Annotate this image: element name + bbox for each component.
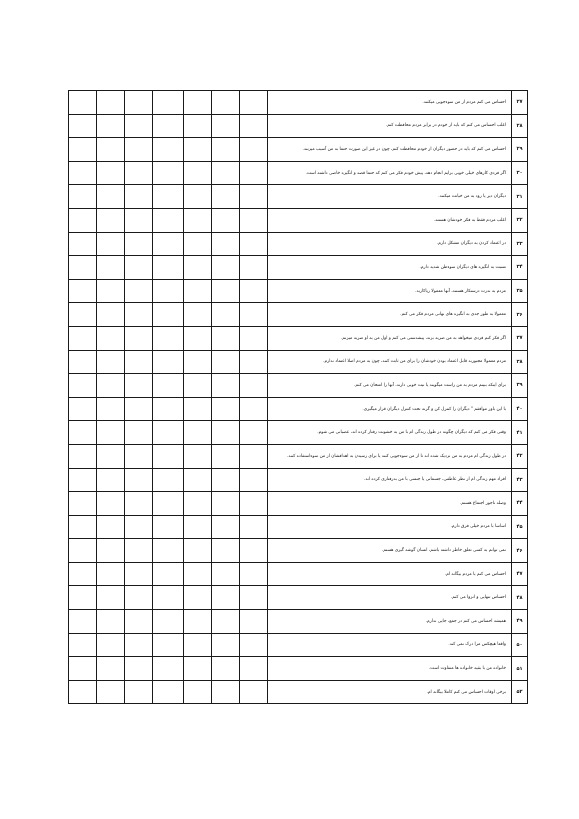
answer-cell[interactable] xyxy=(240,492,268,516)
answer-cell[interactable] xyxy=(153,421,184,445)
answer-cell[interactable] xyxy=(69,303,97,327)
answer-cell[interactable] xyxy=(153,138,184,162)
answer-cell[interactable] xyxy=(212,161,240,185)
answer-cell[interactable] xyxy=(69,610,97,634)
answer-cell[interactable] xyxy=(153,610,184,634)
answer-cell[interactable] xyxy=(97,562,125,586)
answer-cell[interactable] xyxy=(97,279,125,303)
answer-cell[interactable] xyxy=(212,91,240,115)
item-text: اغلب احساس می کنم که باید از خودم در برابر مردم محافظت کنم. xyxy=(268,114,512,138)
answer-cell[interactable] xyxy=(69,185,97,209)
answer-cell[interactable] xyxy=(212,397,240,421)
answer-cell[interactable] xyxy=(153,208,184,232)
item-text: خانواده من با بقیه خانواده ها متفاوت است. xyxy=(268,657,512,681)
answer-cell[interactable] xyxy=(240,539,268,563)
answer-cell[interactable] xyxy=(97,515,125,539)
answer-cell[interactable] xyxy=(153,303,184,327)
answer-cell[interactable] xyxy=(184,539,212,563)
answer-cell[interactable] xyxy=(97,586,125,610)
answer-cell[interactable] xyxy=(184,350,212,374)
answer-cell[interactable] xyxy=(125,185,153,209)
answer-cell[interactable] xyxy=(240,397,268,421)
answer-cell[interactable] xyxy=(125,468,153,492)
item-text: نسبت به انگیزه های دیگران سوءظن شدید دارم. xyxy=(268,256,512,280)
table-row xyxy=(69,610,528,634)
answer-cell[interactable] xyxy=(125,421,153,445)
answer-cell[interactable] xyxy=(184,326,212,350)
answer-cell[interactable] xyxy=(69,444,97,468)
answer-cell[interactable] xyxy=(97,303,125,327)
answer-cell[interactable] xyxy=(69,232,97,256)
answer-cell[interactable] xyxy=(212,444,240,468)
answer-cell[interactable] xyxy=(212,633,240,657)
item-text: مردم معمولا مجبورند قابل اعتماد بودن خودشان را برای من ثابت کنند، چون به مردم اصلا اعتماد ندارم. xyxy=(268,350,512,374)
answer-cell[interactable] xyxy=(125,586,153,610)
table-row xyxy=(69,633,528,657)
answer-cell[interactable] xyxy=(69,468,97,492)
answer-cell[interactable] xyxy=(125,657,153,681)
item-text: احساس تنهایی و انزوا می کنم. xyxy=(268,586,512,610)
answer-cell[interactable] xyxy=(240,374,268,398)
item-number: ۳۲ xyxy=(512,208,528,232)
answer-cell[interactable] xyxy=(184,279,212,303)
item-text: با این باور موافقم " دیگران را کنترل کن و گرنه تحت کنترل دیگران قرار میگیری. xyxy=(268,397,512,421)
answer-cell[interactable] xyxy=(212,492,240,516)
table-row xyxy=(69,232,528,256)
table-row xyxy=(69,91,528,115)
answer-cell[interactable] xyxy=(212,232,240,256)
answer-cell[interactable] xyxy=(184,657,212,681)
answer-cell[interactable] xyxy=(153,680,184,704)
answer-cell[interactable] xyxy=(97,421,125,445)
answer-cell[interactable] xyxy=(97,91,125,115)
answer-cell[interactable] xyxy=(69,492,97,516)
answer-cell[interactable] xyxy=(240,633,268,657)
answer-cell[interactable] xyxy=(69,539,97,563)
answer-cell[interactable] xyxy=(97,161,125,185)
answer-cell[interactable] xyxy=(69,256,97,280)
table-row xyxy=(69,468,528,492)
item-number: ۲۹ xyxy=(512,138,528,162)
answer-cell[interactable] xyxy=(125,232,153,256)
answer-cell[interactable] xyxy=(97,208,125,232)
answer-cell[interactable] xyxy=(125,492,153,516)
answer-cell[interactable] xyxy=(97,539,125,563)
answer-cell[interactable] xyxy=(184,680,212,704)
answer-cell[interactable] xyxy=(125,610,153,634)
answer-cell[interactable] xyxy=(153,492,184,516)
answer-cell[interactable] xyxy=(125,279,153,303)
table-row xyxy=(69,326,528,350)
item-text: اگر فردی کارهای خیلی خوبی برایم انجام دهد، پیش خودم فکر می کنم که حتما قصد و انگیزه خاصی داشته است. xyxy=(268,161,512,185)
item-number: ۴۳ xyxy=(512,468,528,492)
answer-cell[interactable] xyxy=(97,468,125,492)
answer-cell[interactable] xyxy=(184,232,212,256)
answer-cell[interactable] xyxy=(240,114,268,138)
answer-cell[interactable] xyxy=(240,279,268,303)
item-number: ۴۰ xyxy=(512,397,528,421)
answer-cell[interactable] xyxy=(184,91,212,115)
answer-cell[interactable] xyxy=(212,279,240,303)
table-row xyxy=(69,444,528,468)
item-text: اساسا با مردم خیلی فرق دارم. xyxy=(268,515,512,539)
answer-cell[interactable] xyxy=(153,657,184,681)
answer-cell[interactable] xyxy=(240,161,268,185)
answer-cell[interactable] xyxy=(184,468,212,492)
questionnaire-table xyxy=(68,90,528,704)
item-number: ۳۶ xyxy=(512,303,528,327)
answer-cell[interactable] xyxy=(240,232,268,256)
answer-cell[interactable] xyxy=(97,114,125,138)
item-number: ۲۷ xyxy=(512,91,528,115)
answer-cell[interactable] xyxy=(240,138,268,162)
answer-cell[interactable] xyxy=(184,161,212,185)
answer-cell[interactable] xyxy=(153,161,184,185)
answer-cell[interactable] xyxy=(184,586,212,610)
item-number: ۵۱ xyxy=(512,657,528,681)
answer-cell[interactable] xyxy=(184,515,212,539)
table-row xyxy=(69,256,528,280)
answer-cell[interactable] xyxy=(125,374,153,398)
item-number: ۵۲ xyxy=(512,680,528,704)
answer-cell[interactable] xyxy=(69,562,97,586)
item-number: ۴۷ xyxy=(512,562,528,586)
table-row xyxy=(69,515,528,539)
answer-cell[interactable] xyxy=(184,562,212,586)
table-row xyxy=(69,374,528,398)
table-row xyxy=(69,421,528,445)
item-number: ۳۱ xyxy=(512,185,528,209)
answer-cell[interactable] xyxy=(69,421,97,445)
answer-cell[interactable] xyxy=(184,421,212,445)
answer-cell[interactable] xyxy=(184,303,212,327)
item-text: دیگران دیر یا زود به من خیانت میکنند. xyxy=(268,185,512,209)
answer-cell[interactable] xyxy=(125,303,153,327)
table-row xyxy=(69,161,528,185)
table-row xyxy=(69,492,528,516)
answer-cell[interactable] xyxy=(153,562,184,586)
item-number: ۵۰ xyxy=(512,633,528,657)
answer-cell[interactable] xyxy=(212,326,240,350)
answer-cell[interactable] xyxy=(212,421,240,445)
answer-cell[interactable] xyxy=(69,397,97,421)
item-number: ۴۴ xyxy=(512,492,528,516)
item-number: ۲۸ xyxy=(512,114,528,138)
item-number: ۳۸ xyxy=(512,350,528,374)
answer-cell[interactable] xyxy=(125,633,153,657)
table-row xyxy=(69,303,528,327)
answer-cell[interactable] xyxy=(125,91,153,115)
answer-cell[interactable] xyxy=(240,185,268,209)
answer-cell[interactable] xyxy=(69,374,97,398)
answer-cell[interactable] xyxy=(153,397,184,421)
answer-cell[interactable] xyxy=(240,468,268,492)
answer-cell[interactable] xyxy=(212,256,240,280)
answer-cell[interactable] xyxy=(212,303,240,327)
answer-cell[interactable] xyxy=(69,279,97,303)
item-text: احساس می کنم با مردم بیگانه ام. xyxy=(268,562,512,586)
item-number: ۴۲ xyxy=(512,444,528,468)
answer-cell[interactable] xyxy=(184,492,212,516)
answer-cell[interactable] xyxy=(97,680,125,704)
table-row xyxy=(69,586,528,610)
table-row xyxy=(69,138,528,162)
answer-cell[interactable] xyxy=(69,114,97,138)
item-text: همیشه احساس می کنم در جمع، جایی ندارم. xyxy=(268,610,512,634)
item-number: ۴۵ xyxy=(512,515,528,539)
answer-cell[interactable] xyxy=(184,138,212,162)
answer-cell[interactable] xyxy=(125,138,153,162)
answer-cell[interactable] xyxy=(97,657,125,681)
answer-cell[interactable] xyxy=(69,680,97,704)
answer-cell[interactable] xyxy=(184,633,212,657)
item-text: احساس می کنم که باید در حضور دیگران از خودم محافظت کنم، چون در غیر این صورت حتما به من آسیب میزنند. xyxy=(268,138,512,162)
answer-cell[interactable] xyxy=(97,232,125,256)
item-text: برخی اوقات احساس می کنم کاملا بیگانه ام. xyxy=(268,680,512,704)
item-text: واقعا هیچکس مرا درک نمی کند. xyxy=(268,633,512,657)
answer-cell[interactable] xyxy=(240,256,268,280)
answer-cell[interactable] xyxy=(125,515,153,539)
answer-cell[interactable] xyxy=(153,539,184,563)
item-number: ۳۹ xyxy=(512,374,528,398)
item-text: مردم به ندرت درستکار هستند، آنها معمولا ریاکارند. xyxy=(268,279,512,303)
answer-cell[interactable] xyxy=(153,444,184,468)
item-number: ۴۱ xyxy=(512,421,528,445)
item-number: ۳۳ xyxy=(512,232,528,256)
answer-cell[interactable] xyxy=(240,350,268,374)
item-text: اگر فکر کنم فردی میخواهد به من ضربه بزند، پیشدستی می کنم و اول من به او ضربه میزنم. xyxy=(268,326,512,350)
answer-cell[interactable] xyxy=(212,657,240,681)
item-text: در طول زندگی ام مردم به من نزدیک شده اند تا از من سوءجویی کنند یا برای رسیدن به اهدافشان از من سوءاستفاده کنند. xyxy=(268,444,512,468)
answer-cell[interactable] xyxy=(97,444,125,468)
answer-cell[interactable] xyxy=(212,610,240,634)
answer-cell[interactable] xyxy=(125,350,153,374)
answer-cell[interactable] xyxy=(125,397,153,421)
answer-cell[interactable] xyxy=(153,185,184,209)
answer-cell[interactable] xyxy=(125,114,153,138)
table-row xyxy=(69,680,528,704)
answer-cell[interactable] xyxy=(184,397,212,421)
answer-cell[interactable] xyxy=(125,539,153,563)
answer-cell[interactable] xyxy=(153,114,184,138)
answer-cell[interactable] xyxy=(212,114,240,138)
answer-cell[interactable] xyxy=(69,515,97,539)
answer-cell[interactable] xyxy=(212,562,240,586)
answer-cell[interactable] xyxy=(212,515,240,539)
item-number: ۳۰ xyxy=(512,161,528,185)
answer-cell[interactable] xyxy=(153,374,184,398)
answer-cell[interactable] xyxy=(69,633,97,657)
answer-cell[interactable] xyxy=(240,444,268,468)
answer-cell[interactable] xyxy=(240,421,268,445)
table-row xyxy=(69,279,528,303)
answer-cell[interactable] xyxy=(153,326,184,350)
answer-cell[interactable] xyxy=(97,326,125,350)
answer-cell[interactable] xyxy=(240,610,268,634)
item-text: برای اینکه ببینم مردم به من راست میگویند یا نیت خوبی دارند، آنها را امتحان می کنم. xyxy=(268,374,512,398)
answer-cell[interactable] xyxy=(125,161,153,185)
answer-cell[interactable] xyxy=(69,657,97,681)
answer-cell[interactable] xyxy=(69,350,97,374)
item-number: ۴۹ xyxy=(512,610,528,634)
item-number: ۳۵ xyxy=(512,279,528,303)
questionnaire-body xyxy=(69,91,528,704)
answer-cell[interactable] xyxy=(184,444,212,468)
answer-cell[interactable] xyxy=(184,374,212,398)
answer-cell[interactable] xyxy=(153,350,184,374)
answer-cell[interactable] xyxy=(240,303,268,327)
answer-cell[interactable] xyxy=(240,515,268,539)
answer-cell[interactable] xyxy=(184,610,212,634)
answer-cell[interactable] xyxy=(212,208,240,232)
answer-cell[interactable] xyxy=(212,539,240,563)
answer-cell[interactable] xyxy=(97,397,125,421)
item-text: افراد مهم زندگی ام از نظر عاطفی، جسمانی یا جنسی با من بدرفتاری کرده اند. xyxy=(268,468,512,492)
answer-cell[interactable] xyxy=(97,374,125,398)
answer-cell[interactable] xyxy=(97,610,125,634)
answer-cell[interactable] xyxy=(240,657,268,681)
answer-cell[interactable] xyxy=(153,468,184,492)
item-number: ۳۷ xyxy=(512,326,528,350)
answer-cell[interactable] xyxy=(125,326,153,350)
answer-cell[interactable] xyxy=(212,185,240,209)
item-text: اغلب مردم فقط به فکر خودشان هستند. xyxy=(268,208,512,232)
answer-cell[interactable] xyxy=(153,256,184,280)
item-text: احساس می کنم مردم از من سوءجویی میکنند. xyxy=(268,91,512,115)
answer-cell[interactable] xyxy=(240,562,268,586)
item-number: ۳۴ xyxy=(512,256,528,280)
table-row xyxy=(69,539,528,563)
answer-cell[interactable] xyxy=(125,208,153,232)
item-number: ۴۶ xyxy=(512,539,528,563)
item-text: وقتی فکر می کنم که دیگران چگونه در طول زندگی ام با من به خشونت رفتار کرده اند، عصبانی می شوم. xyxy=(268,421,512,445)
answer-cell[interactable] xyxy=(97,185,125,209)
answer-cell[interactable] xyxy=(69,326,97,350)
answer-cell[interactable] xyxy=(69,161,97,185)
table-row xyxy=(69,397,528,421)
answer-cell[interactable] xyxy=(125,444,153,468)
answer-cell[interactable] xyxy=(153,633,184,657)
answer-cell[interactable] xyxy=(212,374,240,398)
answer-cell[interactable] xyxy=(69,586,97,610)
answer-cell[interactable] xyxy=(212,468,240,492)
answer-cell[interactable] xyxy=(153,515,184,539)
answer-cell[interactable] xyxy=(125,256,153,280)
answer-cell[interactable] xyxy=(125,680,153,704)
answer-cell[interactable] xyxy=(184,208,212,232)
answer-cell[interactable] xyxy=(240,326,268,350)
answer-cell[interactable] xyxy=(240,680,268,704)
table-row xyxy=(69,350,528,374)
answer-cell[interactable] xyxy=(240,91,268,115)
answer-cell[interactable] xyxy=(240,586,268,610)
answer-cell[interactable] xyxy=(153,279,184,303)
answer-cell[interactable] xyxy=(97,633,125,657)
answer-cell[interactable] xyxy=(153,586,184,610)
answer-cell[interactable] xyxy=(212,350,240,374)
item-text: در اعتماد کردن به دیگران مشکل دارم. xyxy=(268,232,512,256)
answer-cell[interactable] xyxy=(184,185,212,209)
answer-cell[interactable] xyxy=(69,138,97,162)
table-row xyxy=(69,562,528,586)
table-row xyxy=(69,185,528,209)
answer-cell[interactable] xyxy=(97,256,125,280)
answer-cell[interactable] xyxy=(212,586,240,610)
answer-cell[interactable] xyxy=(212,138,240,162)
item-number: ۴۸ xyxy=(512,586,528,610)
item-text: نمی توانم به کسی تعلق خاطر داشته باشم، انسان گوشه گیری هستم. xyxy=(268,539,512,563)
table-row xyxy=(69,657,528,681)
item-text: معمولا به طور جدی به انگیزه های نهانی مردم فکر می کنم. xyxy=(268,303,512,327)
item-text: وصله ناجور اجتماع هستم. xyxy=(268,492,512,516)
table-row xyxy=(69,208,528,232)
answer-cell[interactable] xyxy=(184,114,212,138)
answer-cell[interactable] xyxy=(184,256,212,280)
answer-cell[interactable] xyxy=(125,562,153,586)
answer-cell[interactable] xyxy=(69,91,97,115)
answer-cell[interactable] xyxy=(97,350,125,374)
answer-cell[interactable] xyxy=(240,208,268,232)
answer-cell[interactable] xyxy=(212,680,240,704)
answer-cell[interactable] xyxy=(69,208,97,232)
answer-cell[interactable] xyxy=(153,91,184,115)
answer-cell[interactable] xyxy=(97,492,125,516)
table-row xyxy=(69,114,528,138)
answer-cell[interactable] xyxy=(153,232,184,256)
answer-cell[interactable] xyxy=(97,138,125,162)
